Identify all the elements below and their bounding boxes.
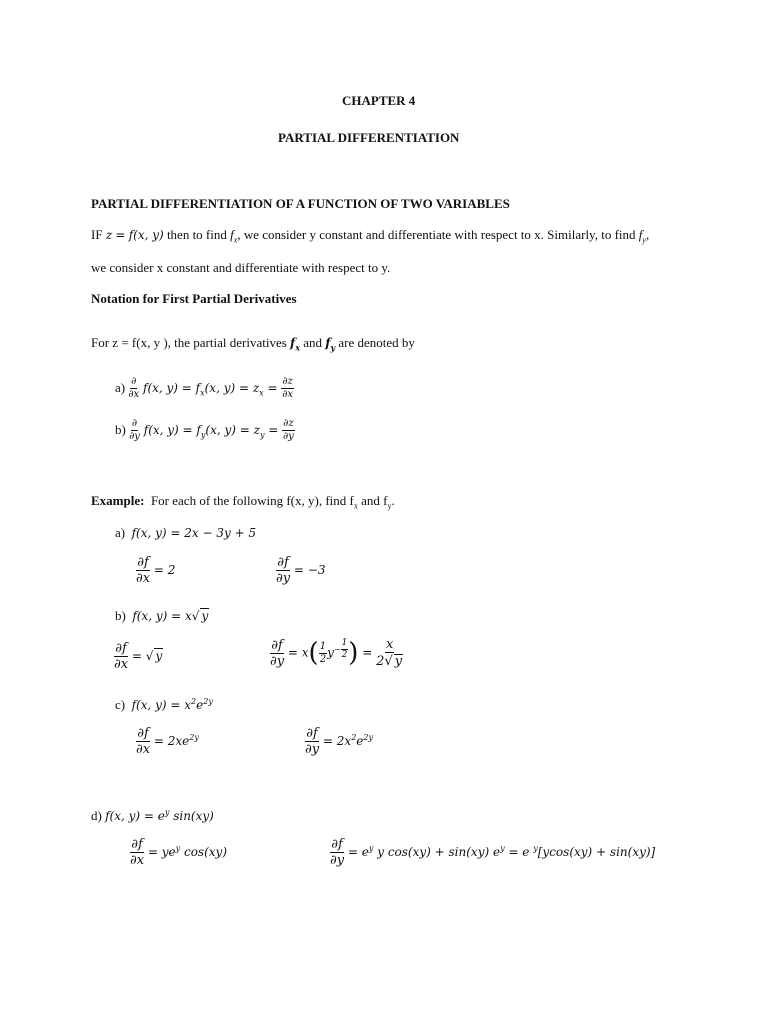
intro-line-2: we consider x constant and differentiate with respect to y. [91,260,391,275]
item-a-function: a) f(x, y) = 2x − 3y + 5 [115,525,257,540]
notation-intro: For z = f(x, y ), the partial derivatives $f_x$ and $f_y$ are denoted by [91,335,415,353]
item-d-function: d) f(x, $y) = e^y$ sin(xy) [91,808,214,823]
item-c-fx: $\frac{\partial f}{\partial x}$ = $2xe^{2y}$ [136,726,199,757]
item-b-fx: $\frac{\partial f}{\partial x}$ = √ y [114,641,163,672]
notation-b: b) $\frac{\partial}{\partial y}$ f(x, $y) = f_y(x$, $y) = z_y$ = $\frac{\partial z}{\partial y}$ [115,418,294,442]
item-a-fy: $\frac{\partial f}{\partial y}$ = −3 [276,555,326,586]
example-heading: Example: For each of the following f(x, y), find $f_x$ and $f_y$. [91,493,395,511]
chapter-label: CHAPTER 4 [342,93,416,108]
notation-a: a) $\frac{\partial}{\partial x}$ f(x, $y) = f_x(x$, $y) = z_x$ = $\frac{\partial z}{\partial x}$ [115,376,294,400]
notation-heading: Notation for First Partial Derivatives [91,291,297,306]
item-c-fy: $\frac{\partial f}{\partial y}$ = $2x^2e^{2y}$ [305,726,373,757]
intro-line-1: IF z = f(x, y) then to find $f_x$, we consider y constant and differentiate with respect to x. Similarly, to find $f_y$, [91,227,650,245]
item-d-fx: $\frac{\partial f}{\partial x}$ = $ye^y$ cos(xy) [130,837,227,868]
item-b-function: b) f(x, y) = x√ y [115,608,209,623]
item-d-fy: $\frac{\partial f}{\partial y}$ = $e^y$ y cos(xy) + sin(xy) $e^y = e$ $^y$[ycos(xy) + sin(xy)] [330,837,656,868]
chapter-title: PARTIAL DIFFERENTIATION [278,130,460,145]
item-a-fx: $\frac{\partial f}{\partial x}$ = 2 [136,555,176,586]
item-c-function: c) f(x, $y) = x^2e^{2y}$ [115,697,213,712]
section-heading: PARTIAL DIFFERENTIATION OF A FUNCTION OF TWO VARIABLES [91,196,510,211]
item-b-fy: $\frac{\partial f}{\partial y}$ = x( $\frac{1}{2}$ $y^{- \frac{1}{2}}$ ) = $\frac{x}{2√ y}$ [270,637,403,669]
